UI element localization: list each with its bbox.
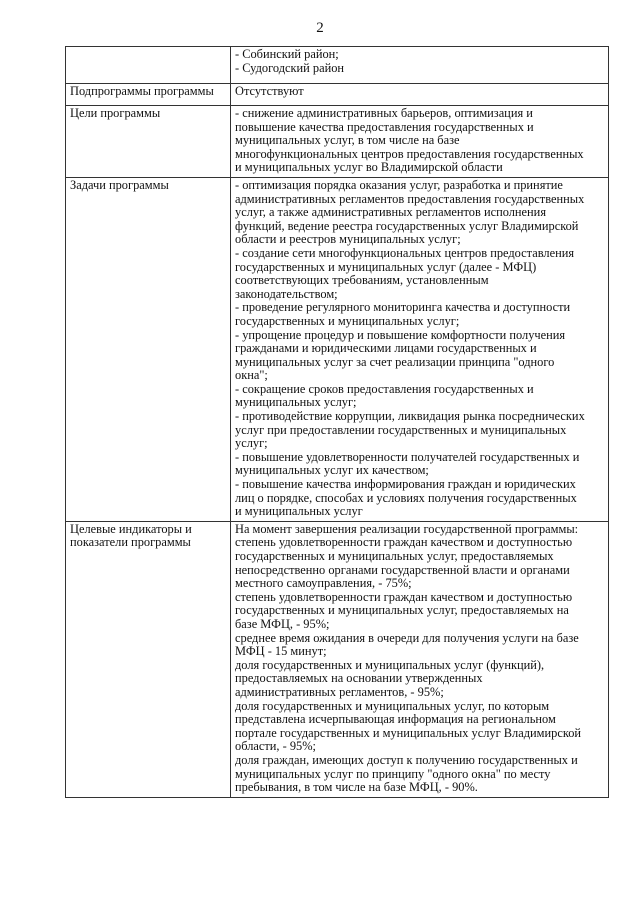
program-passport-table <box>65 46 609 798</box>
row-value-line: повышение качества предоставления государственных и <box>235 119 534 134</box>
row-value-line: МФЦ - 15 минут; <box>235 644 327 659</box>
row-value-line: доля государственных и муниципальных услуг (функций), <box>235 657 545 672</box>
row-value-line: услуг; <box>235 436 268 451</box>
row-value-line: среднее время ожидания в очереди для получения услуги на базе <box>235 630 579 645</box>
row-value-line: - снижение административных барьеров, оптимизация и <box>235 106 533 120</box>
row-value-line: - противодействие коррупции, ликвидация рынка посреднических <box>235 409 585 424</box>
row-label-cell <box>66 84 231 106</box>
row-value-line: законодательством; <box>235 286 338 301</box>
row-value-line: портале государственных и муниципальных услуг Владимирской <box>235 725 582 740</box>
row-value-cell <box>231 177 609 521</box>
row-value-line: - сокращение сроков предоставления государственных и <box>235 381 534 396</box>
row-value-line: лиц о порядке, способах и условиях получения государственных <box>235 490 577 505</box>
row-value-line: области и реестров муниципальных услуг; <box>235 232 461 247</box>
row-value-line: и муниципальных услуг <box>235 504 363 519</box>
row-label-cell <box>66 47 231 84</box>
row-value-line: муниципальных услуг, в том числе на базе <box>235 133 460 148</box>
row-value-line: - Собинский район; <box>235 47 339 61</box>
row-value-line: муниципальных услуг; <box>235 395 357 410</box>
row-value-line: предоставляемых на основании утвержденных <box>235 671 483 686</box>
row-value-line: - повышение удовлетворенности получателей государственных и <box>235 449 580 464</box>
row-value-line: государственных и муниципальных услуг (далее - МФЦ) <box>235 259 537 274</box>
row-value-cell <box>231 47 609 84</box>
row-value-line: - Судогодский район <box>235 60 345 75</box>
row-value-line: базе МФЦ, - 95%; <box>235 616 330 631</box>
row-value-line: окна"; <box>235 368 268 383</box>
row-value-line: области, - 95%; <box>235 739 316 754</box>
row-label: Подпрограммы программы <box>70 84 214 98</box>
row-value-line: степень удовлетворенности граждан качеством и доступностью <box>235 535 573 550</box>
row-value-line: степень удовлетворенности граждан качеством и доступностью <box>235 589 573 604</box>
row-value-line: государственных и муниципальных услуг; <box>235 313 460 328</box>
row-value-line: пребывания, в том числе на базе МФЦ, - 90%. <box>235 780 478 795</box>
row-label-line: Целевые индикаторы и <box>70 521 192 536</box>
table-row <box>66 177 609 521</box>
row-value-line: муниципальных услуг по принципу "одного окна" по месту <box>235 766 551 781</box>
row-value-line: государственных и муниципальных услуг, предоставляемых <box>235 549 554 563</box>
row-value-line: государственных и муниципальных услуг, предоставляемых на <box>235 603 569 618</box>
row-value-line: доля граждан, имеющих доступ к получению государственных и <box>235 752 578 767</box>
row-value-line: функций, ведение реестра государственных услуг Владимирской <box>235 218 579 233</box>
row-label-cell <box>66 177 231 521</box>
row-value-line: услуг при предоставлении государственных и муниципальных <box>235 422 567 437</box>
row-label: Цели программы <box>70 106 161 120</box>
page-number: 2 <box>316 20 324 36</box>
row-value-line: муниципальных услуг за счет реализации принципа "одного <box>235 354 555 369</box>
row-label: Задачи программы <box>70 177 169 192</box>
table-row <box>66 84 609 106</box>
row-value-line: многофункциональных центров предоставления государственных <box>235 146 584 161</box>
row-label-cell <box>66 521 231 797</box>
row-value-line: - проведение регулярного мониторинга качества и доступности <box>235 300 571 315</box>
table-row <box>66 47 609 84</box>
row-value-line: доля государственных и муниципальных услуг, по которым <box>235 698 550 713</box>
row-value-cell <box>231 521 609 797</box>
row-value-line: - оптимизация порядка оказания услуг, разработка и принятие <box>235 177 563 192</box>
row-value-line: административных регламентов, - 95%; <box>235 684 444 699</box>
row-value-line: соответствующих требованиям, установленным <box>235 273 489 288</box>
row-label-cell <box>66 106 231 178</box>
row-value-cell <box>231 106 609 178</box>
row-value-line: местного самоуправления, - 75%; <box>235 576 412 591</box>
row-value-line: административных регламентов предоставления государственных <box>235 191 585 206</box>
table-row <box>66 106 609 178</box>
table-row <box>66 521 609 797</box>
row-value-line: муниципальных услуг их качеством; <box>235 463 429 478</box>
row-value-line: и муниципальных услуг во Владимирской области <box>235 160 503 175</box>
row-value-line: услуг, а также административных регламентов исполнения <box>235 205 547 220</box>
row-value-line: Отсутствуют <box>235 84 304 98</box>
row-value-line: представлена исчерпывающая информация на региональном <box>235 712 556 727</box>
row-value-cell <box>231 84 609 106</box>
row-value-line: - создание сети многофункциональных центров предоставления <box>235 245 575 260</box>
row-value-line: На момент завершения реализации государственной программы: <box>235 521 579 536</box>
row-value-line: гражданами и юридическими лицами государственных и <box>235 341 537 356</box>
row-label-line: показатели программы <box>70 535 191 550</box>
row-value-line: - повышение качества информирования граждан и юридических <box>235 477 576 492</box>
row-value-line: - упрощение процедур и повышение комфортности получения <box>235 327 566 342</box>
row-value-line: непосредственно органами государственной власти и органами <box>235 562 570 577</box>
